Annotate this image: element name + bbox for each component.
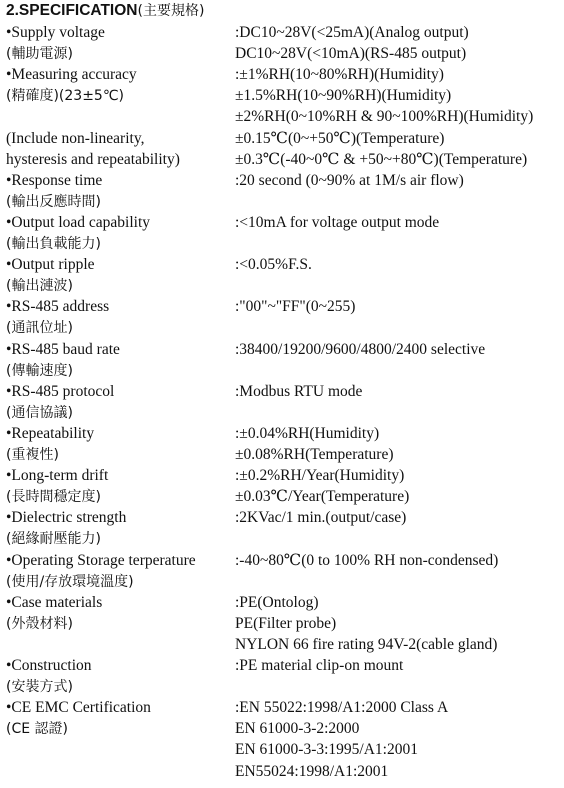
spec-label-sub: (通訊位址) xyxy=(6,320,73,337)
spec-value: :38400/19200/9600/4800/2400 selective xyxy=(235,340,486,358)
spec-label: •Repeatability xyxy=(6,424,95,442)
spec-label: •Long-term drift xyxy=(6,467,109,485)
spec-label: •Output load capability xyxy=(6,213,151,231)
spec-label: •Measuring accuracy xyxy=(6,66,137,84)
spec-value: :<0.05%F.S. xyxy=(235,256,312,274)
spec-label-sub: (安裝方式) xyxy=(6,679,73,696)
spec-value: :Modbus RTU mode xyxy=(235,382,363,400)
spec-label: (Include non-linearity, xyxy=(6,129,145,147)
spec-value: NYLON 66 fire rating 94V-2(cable gland) xyxy=(235,635,498,653)
spec-value: :2KVac/1 min.(output/case) xyxy=(235,509,407,527)
spec-label-sub: (輸出漣波) xyxy=(6,278,73,295)
spec-label-sub: (外殼材料) xyxy=(6,615,73,632)
spec-label-sub: (絕緣耐壓能力) xyxy=(6,531,101,548)
spec-value: :PE material clip-on mount xyxy=(235,657,404,674)
spec-label: •Supply voltage xyxy=(6,24,105,41)
spec-label: •RS-485 protocol xyxy=(6,382,115,400)
spec-value: ±0.15℃(0~+50℃)(Temperature) xyxy=(235,129,445,147)
spec-label-sub: (通信協議) xyxy=(6,404,73,421)
spec-label: •Dielectric strength xyxy=(6,509,127,527)
spec-value: ±0.3℃(-40~0℃ & +50~+80℃)(Temperature) xyxy=(235,150,528,168)
spec-label: •Response time xyxy=(6,171,103,189)
spec-value: :DC10~28V(<25mA)(Analog output) xyxy=(235,24,469,41)
spec-label: •Output ripple xyxy=(6,256,95,274)
spec-value: :±0.04%RH(Humidity) xyxy=(235,424,380,442)
spec-label-sub: (輸出負載能力) xyxy=(6,236,101,252)
spec-value: :EN 55022:1998/A1:2000 Class A xyxy=(235,699,449,717)
spec-value: EN55024:1998/A1:2001 xyxy=(235,762,389,780)
spec-value: PE(Filter probe) xyxy=(235,614,337,632)
spec-label: •Operating Storage terperature xyxy=(6,551,196,569)
spec-label-sub: (使用/存放環境溫度) xyxy=(6,573,134,590)
spec-value: ±0.08%RH(Temperature) xyxy=(235,446,394,463)
spec-label-sub: (輸出反應時間) xyxy=(6,193,101,210)
spec-value: ±2%RH(0~10%RH & 90~100%RH)(Humidity) xyxy=(235,108,534,126)
spec-label: •RS-485 address xyxy=(6,298,110,316)
spec-label-sub: (重複性) xyxy=(6,447,59,463)
spec-label: •RS-485 baud rate xyxy=(6,340,120,358)
section-title-cn: (主要規格) xyxy=(137,3,205,19)
spec-value: DC10~28V(<10mA)(RS-485 output) xyxy=(235,45,467,63)
spec-label: •Construction xyxy=(6,657,92,674)
spec-label-sub: hysteresis and repeatability) xyxy=(6,150,180,168)
section-title-en: 2.SPECIFICATION xyxy=(6,2,138,19)
spec-value: ±1.5%RH(10~90%RH)(Humidity) xyxy=(235,87,452,105)
spec-value: :20 second (0~90% at 1M/s air flow) xyxy=(235,171,464,189)
spec-label-sub: (長時間穩定度) xyxy=(6,489,101,506)
spec-value: ±0.03℃/Year(Temperature) xyxy=(235,488,410,506)
spec-value: :"00"~"FF"(0~255) xyxy=(235,298,356,316)
spec-label: •CE EMC Certification xyxy=(6,699,151,717)
spec-label-sub: (傳輸速度) xyxy=(6,362,73,379)
spec-value: :±0.2%RH/Year(Humidity) xyxy=(235,467,405,485)
spec-value: :-40~80℃(0 to 100% RH non-condensed) xyxy=(235,551,499,569)
spec-value: EN 61000-3-3:1995/A1:2001 xyxy=(235,741,418,759)
spec-value: :PE(Ontolog) xyxy=(235,593,319,611)
spec-label-sub: (精確度)(23±5℃) xyxy=(6,88,125,105)
spec-value: :<10mA for voltage output mode xyxy=(235,213,440,231)
spec-label-sub: (輔助電源) xyxy=(6,46,73,63)
section-title xyxy=(6,1,204,21)
spec-label-sub: (CE 認證) xyxy=(6,721,68,738)
spec-value: :±1%RH(10~80%RH)(Humidity) xyxy=(235,66,444,84)
spec-value: EN 61000-3-2:2000 xyxy=(235,720,360,738)
spec-label: •Case materials xyxy=(6,593,103,611)
